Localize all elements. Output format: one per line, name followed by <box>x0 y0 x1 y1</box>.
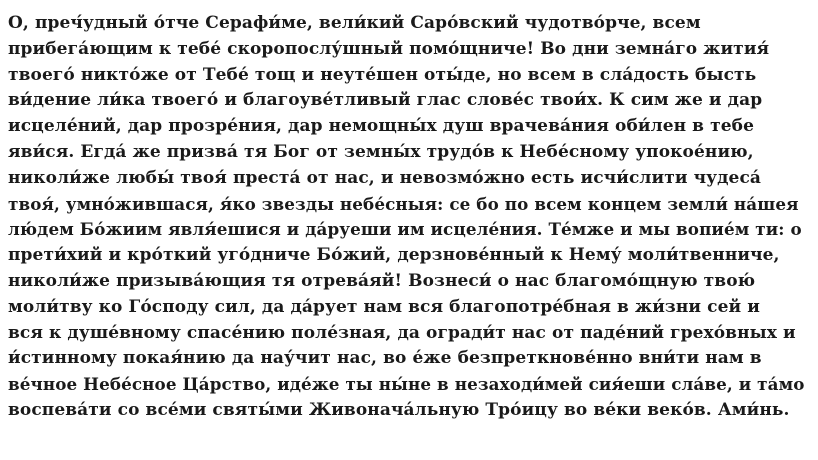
prayer-line: прибега́ющим к тебе́ скоропослу́шный помо́щниче! Во дни земна́го жития́ <box>8 38 770 59</box>
prayer-line: яви́ся. Егда́ же призва́ тя Бог от земны́х трудо́в к Небе́сному упокое́нию, <box>8 141 754 162</box>
prayer-line: ви́дение ли́ка твоего́ и благоуве́тливый глас слове́с твои́х. К сим же и дар <box>8 90 763 111</box>
prayer-text-block <box>8 11 808 424</box>
prayer-line: твоего́ никто́же от Тебе́ тощ и неуте́шен оты́де, но всем в сла́дость бысть <box>8 64 757 85</box>
prayer-line: исцеле́ний, дар прозре́ния, дар немощны́х душ врачева́ния оби́лен в тебе <box>8 116 755 137</box>
prayer-line: твоя́, умно́жившася, я́ко звезды небе́сныя: се бо по всем концем земли́ на́шея <box>8 193 799 214</box>
prayer-line: ве́чное Небе́сное Ца́рство, иде́же ты ны́не в незаходи́мей сия́еши сла́ве, и та́мо <box>8 374 805 395</box>
prayer-line: вся к душе́вному спасе́нию поле́зная, да огради́т нас от паде́ний грехо́вных и <box>8 322 796 343</box>
prayer-line: прети́хий и кро́ткий уго́дниче Бо́жий, дерзнове́нный к Нему́ моли́твенниче, <box>8 245 780 266</box>
prayer-line: моли́тву ко Го́споду сил, да да́рует нам вся благопотре́бная в жи́зни сей и <box>8 296 760 317</box>
prayer-line: О, преч́удный о́тче Серафи́ме, вели́кий Саро́вский чудотво́рче, всем <box>8 13 701 33</box>
prayer-line: воспева́ти со все́ми святы́ми Живонача́льную Тро́ицу во ве́ки веко́в. Ами́нь. <box>8 399 790 420</box>
prayer-line: николи́же призыва́ющия тя отрева́яй! Вознеси́ о нас благомо́щную твою́ <box>8 270 756 291</box>
prayer-line: и́стинному покая́нию да нау́чит нас, во е́же безпреткнове́нно вни́ти нам в <box>8 348 762 369</box>
prayer-line: лю́дем Бо́жиим явля́ешися и да́руеши им исцеле́ния. Те́мже и мы вопие́м ти: о <box>8 219 802 240</box>
prayer-line: николи́же любы́ твоя́ преста́ от нас, и невозмо́жно есть исчи́слити чудеса́ <box>8 167 762 188</box>
